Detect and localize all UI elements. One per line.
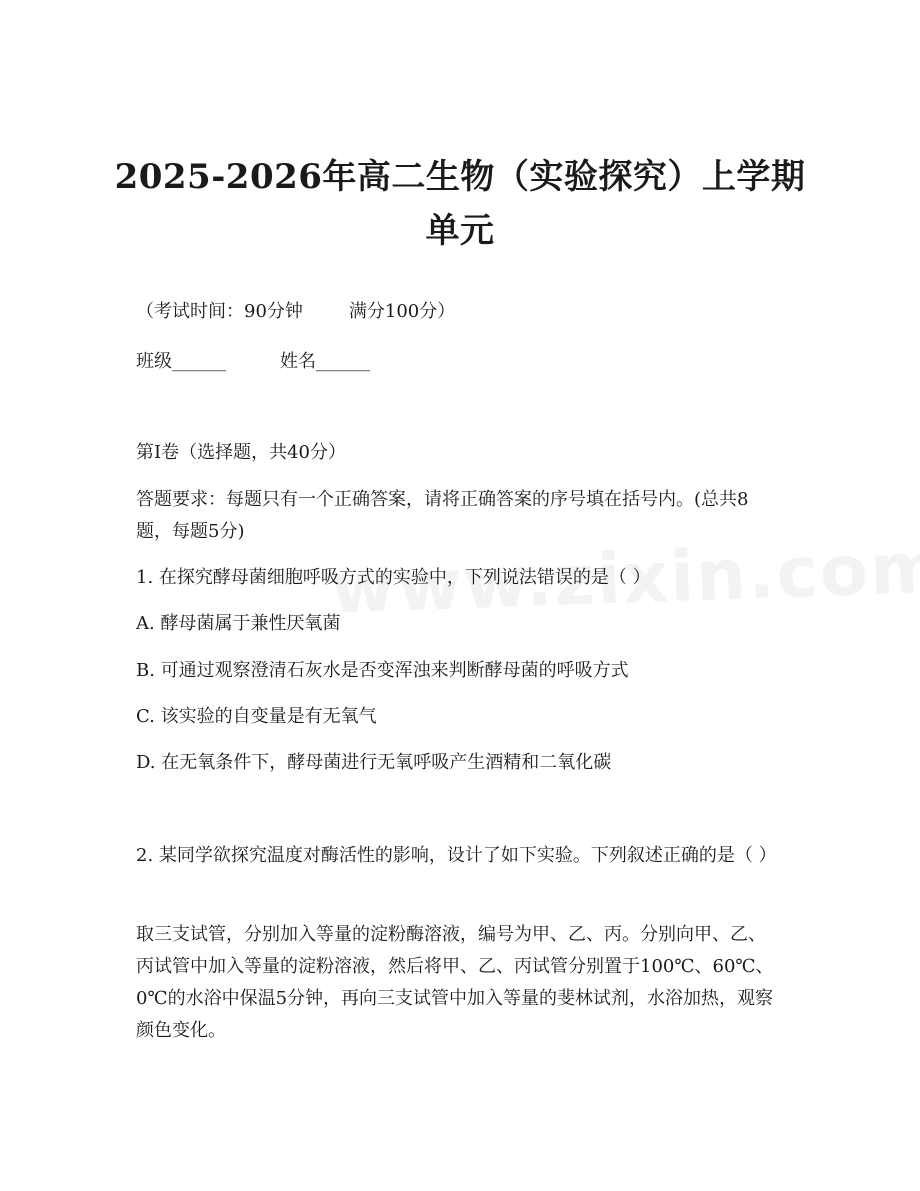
question-1-option-a: A. 酵母菌属于兼性厌氧菌 <box>136 613 341 634</box>
question-2-body: 取三支试管，分别加入等量的淀粉酶溶液，编号为甲、乙、丙。分别向甲、乙、丙试管中加入等量的淀粉溶液，然后将甲、乙、丙试管分别置于100℃、60℃、0℃的水浴中保温5分钟，再向三支试管中加入等量的斐林试剂，水浴加热，观察颜色变化。 <box>136 924 774 1041</box>
exam-time: （考试时间：90分钟 <box>136 301 303 322</box>
exam-info <box>136 296 786 328</box>
student-fields <box>136 346 786 378</box>
question-1-option-d: D. 在无氧条件下，酵母菌进行无氧呼吸产生酒精和二氧化碳 <box>136 752 612 773</box>
question-1-option-c: C. 该实验的自变量是有无氧气 <box>136 706 377 727</box>
title-line-2: 单元 <box>425 211 495 251</box>
instructions: 答题要求：每题只有一个正确答案，请将正确答案的序号填在括号内。(总共8题，每题5分) <box>136 489 749 542</box>
class-field: 班级______ <box>136 351 226 372</box>
section-title: 第I卷（选择题，共40分） <box>136 442 347 463</box>
question-2-stem: 2. 某同学欲探究温度对酶活性的影响，设计了如下实验。下列叙述正确的是（ ） <box>136 845 777 866</box>
title-line-1: 2025-2026年高二生物（实验探究）上学期 <box>114 157 806 197</box>
name-field: 姓名______ <box>280 351 370 372</box>
question-1-option-b: B. 可通过观察澄清石灰水是否变浑浊来判断酵母菌的呼吸方式 <box>136 660 629 681</box>
exam-score: 满分100分） <box>348 301 456 322</box>
document-title <box>100 150 820 258</box>
question-1-stem: 1. 在探究酵母菌细胞呼吸方式的实验中，下列说法错误的是（ ） <box>136 567 651 588</box>
